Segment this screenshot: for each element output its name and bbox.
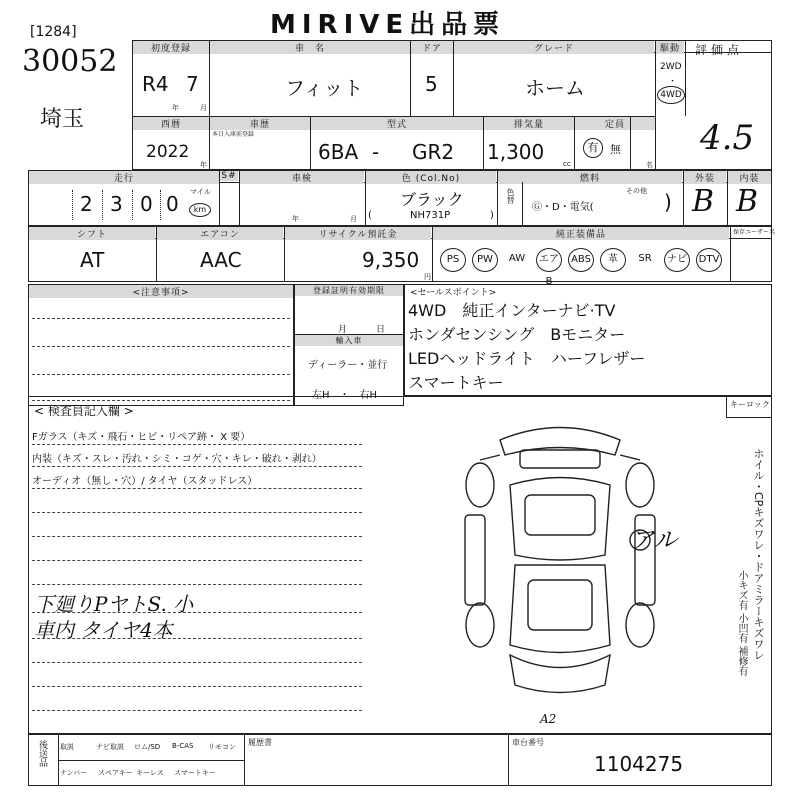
shift: AT bbox=[80, 248, 105, 272]
option-4: ABS bbox=[568, 248, 594, 272]
model-prefix: 6BA bbox=[318, 140, 359, 164]
grade: ホーム bbox=[525, 76, 585, 100]
option-7: ナビ bbox=[664, 248, 690, 272]
hdr-handover: 後送品 bbox=[37, 740, 47, 767]
interior-grade: B bbox=[736, 184, 759, 219]
hdr-dealer: 車歴 bbox=[210, 117, 310, 130]
sales-point-1: 4WD 純正インターナビ·TV bbox=[408, 301, 616, 320]
mileage-digit-1: 2 bbox=[80, 192, 93, 216]
hdr-dealer-note: 履歴書 bbox=[248, 738, 272, 747]
option-1: PW bbox=[472, 248, 498, 272]
score: 4.5 bbox=[700, 118, 755, 158]
hdr-color: 色 (Col.No) bbox=[366, 171, 496, 184]
drive-4wd-circled: 4WD bbox=[657, 86, 685, 104]
hdr-options: 純正装備品 bbox=[433, 227, 729, 240]
hdr-aircon: エアコン bbox=[157, 227, 283, 240]
hdr-fuel: 燃料 bbox=[498, 171, 682, 184]
option-2: AW bbox=[508, 253, 526, 264]
hdr-capacity: 定員 bbox=[575, 117, 655, 130]
year-value: 2022 bbox=[146, 142, 190, 162]
hdr-exterior: 外装 bbox=[684, 171, 726, 184]
sales-point-3: LEDヘッドライト ハーフレザー bbox=[408, 349, 646, 368]
hdr-smeter: S# bbox=[221, 171, 237, 181]
doors: 5 bbox=[425, 72, 438, 96]
bottom-item-top-2: ロム/SD bbox=[134, 743, 161, 751]
hdr-drive: 駆動 bbox=[656, 41, 684, 54]
bottom-item-bottom-1: スペアキー bbox=[98, 769, 133, 777]
color-name: ブラック bbox=[400, 190, 464, 209]
fuel-other: その他 bbox=[626, 187, 647, 195]
hdr-doors: ドア bbox=[411, 41, 453, 54]
caution-frame bbox=[28, 284, 294, 406]
lot-number: 30052 bbox=[22, 44, 118, 79]
turbo-have-circled: 有 bbox=[583, 138, 603, 158]
drive-2wd: 2WD bbox=[660, 62, 682, 72]
diagram-bottom-note: A2 bbox=[540, 712, 557, 726]
hdr-shift: シフト bbox=[29, 227, 155, 240]
handwritten-note-1: 下廻りPヤトS. 小 bbox=[34, 592, 194, 616]
bottom-item-top-0: 取説 bbox=[60, 743, 74, 751]
model-dash: - bbox=[372, 140, 380, 164]
option-5: 革 bbox=[600, 248, 626, 272]
inspector-line-3: オーディオ（無し・穴）/ タイヤ（スタッドレス） bbox=[32, 476, 258, 487]
option-6: SR bbox=[638, 253, 652, 264]
bottom-item-bottom-3: スマートキー bbox=[174, 769, 216, 777]
fuel-close: ) bbox=[664, 190, 672, 214]
chassis-number: 1104275 bbox=[594, 752, 684, 776]
inspector-line-2: 内装（キズ・スレ・汚れ・シミ・コゲ・穴・キレ・破れ・剥れ） bbox=[32, 454, 322, 465]
dealer-type: ディーラー・並行 bbox=[308, 360, 388, 371]
fuel-options: Ⓖ・D・電気( bbox=[532, 202, 594, 213]
color-code: NH731P bbox=[410, 210, 451, 221]
bottom-item-top-3: B-CAS bbox=[172, 742, 194, 750]
color-change: 色替 bbox=[506, 188, 515, 204]
hdr-mileage: 走行 bbox=[29, 171, 219, 184]
right-notes-2: 小キズ有 小凹有 補修有 bbox=[736, 570, 747, 677]
dealer-sub: 本日入庫前登録 bbox=[212, 131, 255, 138]
hdr-recycle: リサイクル預託金 bbox=[285, 227, 431, 240]
sales-point-4: スマートキー bbox=[408, 373, 504, 392]
page-title: MIRIVE出品票 bbox=[270, 10, 506, 40]
displacement: 1,300 bbox=[487, 140, 545, 164]
option-0: PS bbox=[440, 248, 466, 272]
hdr-interior: 内装 bbox=[728, 171, 771, 184]
hdr-model: 型式 bbox=[311, 117, 483, 130]
first-reg-era: R4 bbox=[142, 72, 169, 96]
mileage-digit-3: 0 bbox=[140, 192, 153, 216]
hdr-score: 評価点 bbox=[695, 43, 744, 57]
bottom-item-top-4: リモコン bbox=[208, 743, 236, 751]
model-suffix: GR2 bbox=[412, 140, 455, 164]
bottom-item-top-1: ナビ取説 bbox=[96, 743, 124, 751]
mileage-digit-4: 0 bbox=[166, 192, 179, 216]
aircon: AAC bbox=[200, 248, 242, 272]
hdr-caution: <注意事項> bbox=[29, 285, 293, 298]
hdr-chassis: 車台番号 bbox=[512, 738, 544, 747]
diagram-note: アル bbox=[630, 526, 678, 554]
mileage-unit-km: km bbox=[189, 203, 211, 217]
hdr-first-reg: 初度登録 bbox=[133, 41, 209, 54]
hdr-grade: グレード bbox=[454, 41, 654, 54]
car-name: フィット bbox=[285, 76, 364, 100]
hdr-inspector: < 検査員記入欄 > bbox=[34, 404, 134, 418]
mileage-digit-2: 3 bbox=[110, 192, 123, 216]
exterior-grade: B bbox=[692, 184, 715, 219]
mileage-unit-mile: マイル bbox=[190, 188, 211, 196]
hdr-keeper: 保存ユーザー名 bbox=[733, 229, 776, 236]
bottom-item-bottom-2: キーレス bbox=[136, 769, 164, 777]
recycle: 9,350 bbox=[362, 248, 420, 272]
import-label: 輸入車 bbox=[295, 335, 403, 346]
hdr-keylock: キーロック bbox=[730, 400, 770, 409]
sales-point-2: ホンダセンシング Bモニター bbox=[408, 325, 626, 344]
hdr-sales-point: <セールスポイント> bbox=[410, 288, 497, 298]
car-damage-diagram bbox=[440, 415, 700, 715]
option-8: DTV bbox=[696, 248, 722, 272]
handwritten-note-2: 車内 タイヤ4本 bbox=[34, 618, 173, 642]
hdr-year: 西暦 bbox=[133, 117, 209, 130]
steering: 左H ・ 右H bbox=[312, 390, 378, 401]
lot-bracket: [1284] bbox=[30, 24, 77, 40]
turbo-none: 無 bbox=[610, 143, 621, 156]
inspector-line-1: Fガラス（キズ・飛石・ヒビ・リペア跡・ X 要） bbox=[32, 432, 251, 443]
region: 埼玉 bbox=[40, 107, 85, 132]
hdr-displacement: 排気量 bbox=[484, 117, 574, 130]
first-reg-month: 7 bbox=[186, 72, 199, 96]
hdr-reg-deadline: 登録証明有効期限 bbox=[295, 285, 403, 296]
option-3: エアB bbox=[536, 248, 562, 272]
bottom-item-bottom-0: ナンバー bbox=[60, 769, 88, 777]
hdr-car-name: 車 名 bbox=[210, 41, 410, 54]
hdr-inspection: 車検 bbox=[240, 171, 364, 184]
right-notes: ホイル・CPキズワレ・ドアミラーキズワレ bbox=[752, 448, 765, 661]
